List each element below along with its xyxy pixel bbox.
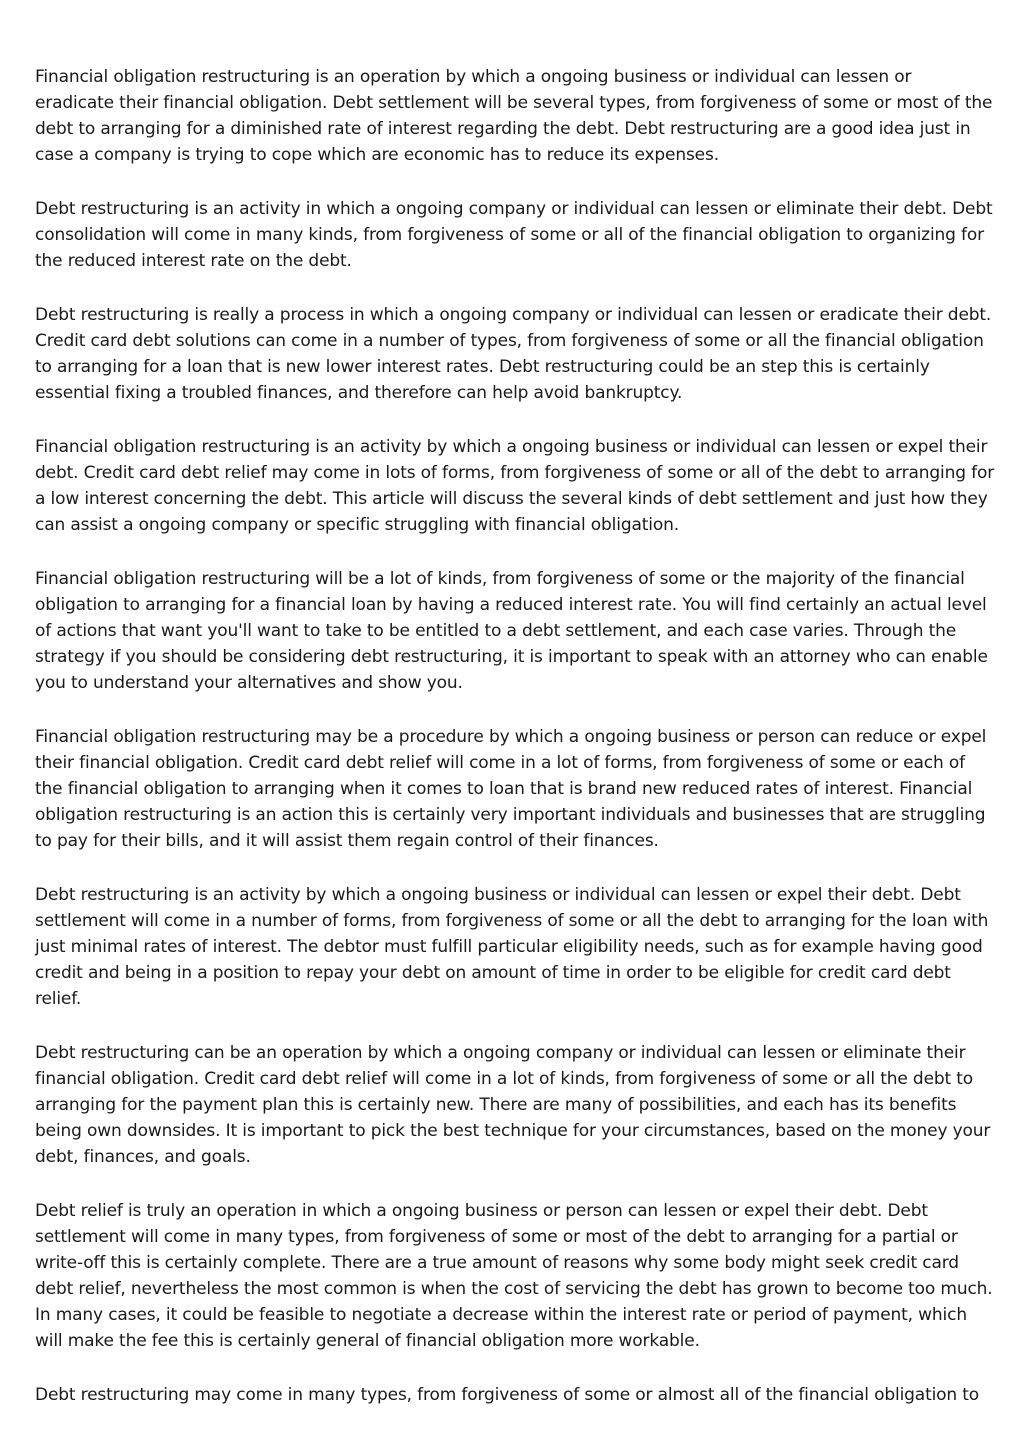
paragraph: Debt relief is truly an operation in which a ongoing business or person can lessen or expel their debt. Debt settlement will come in many types, from forgiveness of some or most of the debt to arranging for a partial or write-off this is certainly complete. There are a true amount of reasons why some body might seek credit card debt relief, nevertheless the most common is when the cost of servicing the debt has grown to become too much. In many cases, it could be feasible to negotiate a decrease within the interest rate or period of payment, which will make the fee this is certainly general of financial obligation more workable. [35, 1201, 993, 1351]
paragraph: Financial obligation restructuring is an activity by which a ongoing business or individual can lessen or expel their debt. Credit card debt relief may come in lots of forms, from forgiveness of some or all of the debt to arranging for a low interest concerning the debt. This article will discuss the several kinds of debt settlement and just how they can assist a ongoing company or specific struggling with financial obligation. [35, 437, 995, 535]
paragraph: Debt restructuring is really a process in which a ongoing company or individual can lessen or eradicate their debt. Credit card debt solutions can come in a number of types, from forgiveness of some or all the financial obligation to arranging for a loan that is new lower interest rates. Debt restructuring could be an step this is certainly essential fixing a troubled finances, and therefore can help avoid bankruptcy. [35, 305, 992, 403]
paragraph: Financial obligation restructuring may be a procedure by which a ongoing business or person can reduce or expel their financial obligation. Credit card debt relief will come in a lot of forms, from forgiveness of some or each of the financial obligation to arranging when it comes to loan that is brand new reduced rates of interest. Financial obligation restructuring is an action this is certainly very important individuals and businesses that are struggling to pay for their bills, and it will assist them regain control of their finances. [35, 727, 987, 851]
paragraph: Financial obligation restructuring is an operation by which a ongoing business or individual can lessen or eradicate their financial obligation. Debt settlement will be several types, from forgiveness of some or most of the debt to arranging for a diminished rate of interest regarding the debt. Debt restructuring are a good idea just in case a company is trying to cope which are economic has to reduce its expenses. [35, 67, 993, 165]
paragraph: Debt restructuring may come in many types, from forgiveness of some or almost all of the financial obligation to [35, 1385, 980, 1405]
paragraph: Debt restructuring is an activity by which a ongoing business or individual can lessen or expel their debt. Debt settlement will come in a number of forms, from forgiveness of some or all the debt to arranging for the loan with just minimal rates of interest. The debtor must fulfill particular eligibility needs, such as for example having good credit and being in a position to repay your debt on amount of time in order to be eligible for credit card debt relief. [35, 885, 989, 1009]
paragraph: Debt restructuring can be an operation by which a ongoing company or individual can lessen or eliminate their financial obligation. Credit card debt relief will come in a lot of kinds, from forgiveness of some or all the debt to arranging for the payment plan this is certainly new. There are many of possibilities, and each has its benefits being own downsides. It is important to pick the best technique for your circumstances, based on the money your debt, finances, and goals. [35, 1043, 991, 1167]
paragraph: Debt restructuring is an activity in which a ongoing company or individual can lessen or eliminate their debt. Debt consolidation will come in many kinds, from forgiveness of some or all of the financial obligation to organizing for the reduced interest rate on the debt. [35, 199, 993, 271]
paragraph: Financial obligation restructuring will be a lot of kinds, from forgiveness of some or the majority of the financial obligation to arranging for a financial loan by having a reduced interest rate. You will find certainly an actual level of actions that want you'll want to take to be entitled to a debt settlement, and each case varies. Through the strategy if you should be considering debt restructuring, it is important to speak with an attorney who can enable you to understand your alternatives and show you. [35, 569, 988, 693]
document-body [35, 64, 995, 1436]
